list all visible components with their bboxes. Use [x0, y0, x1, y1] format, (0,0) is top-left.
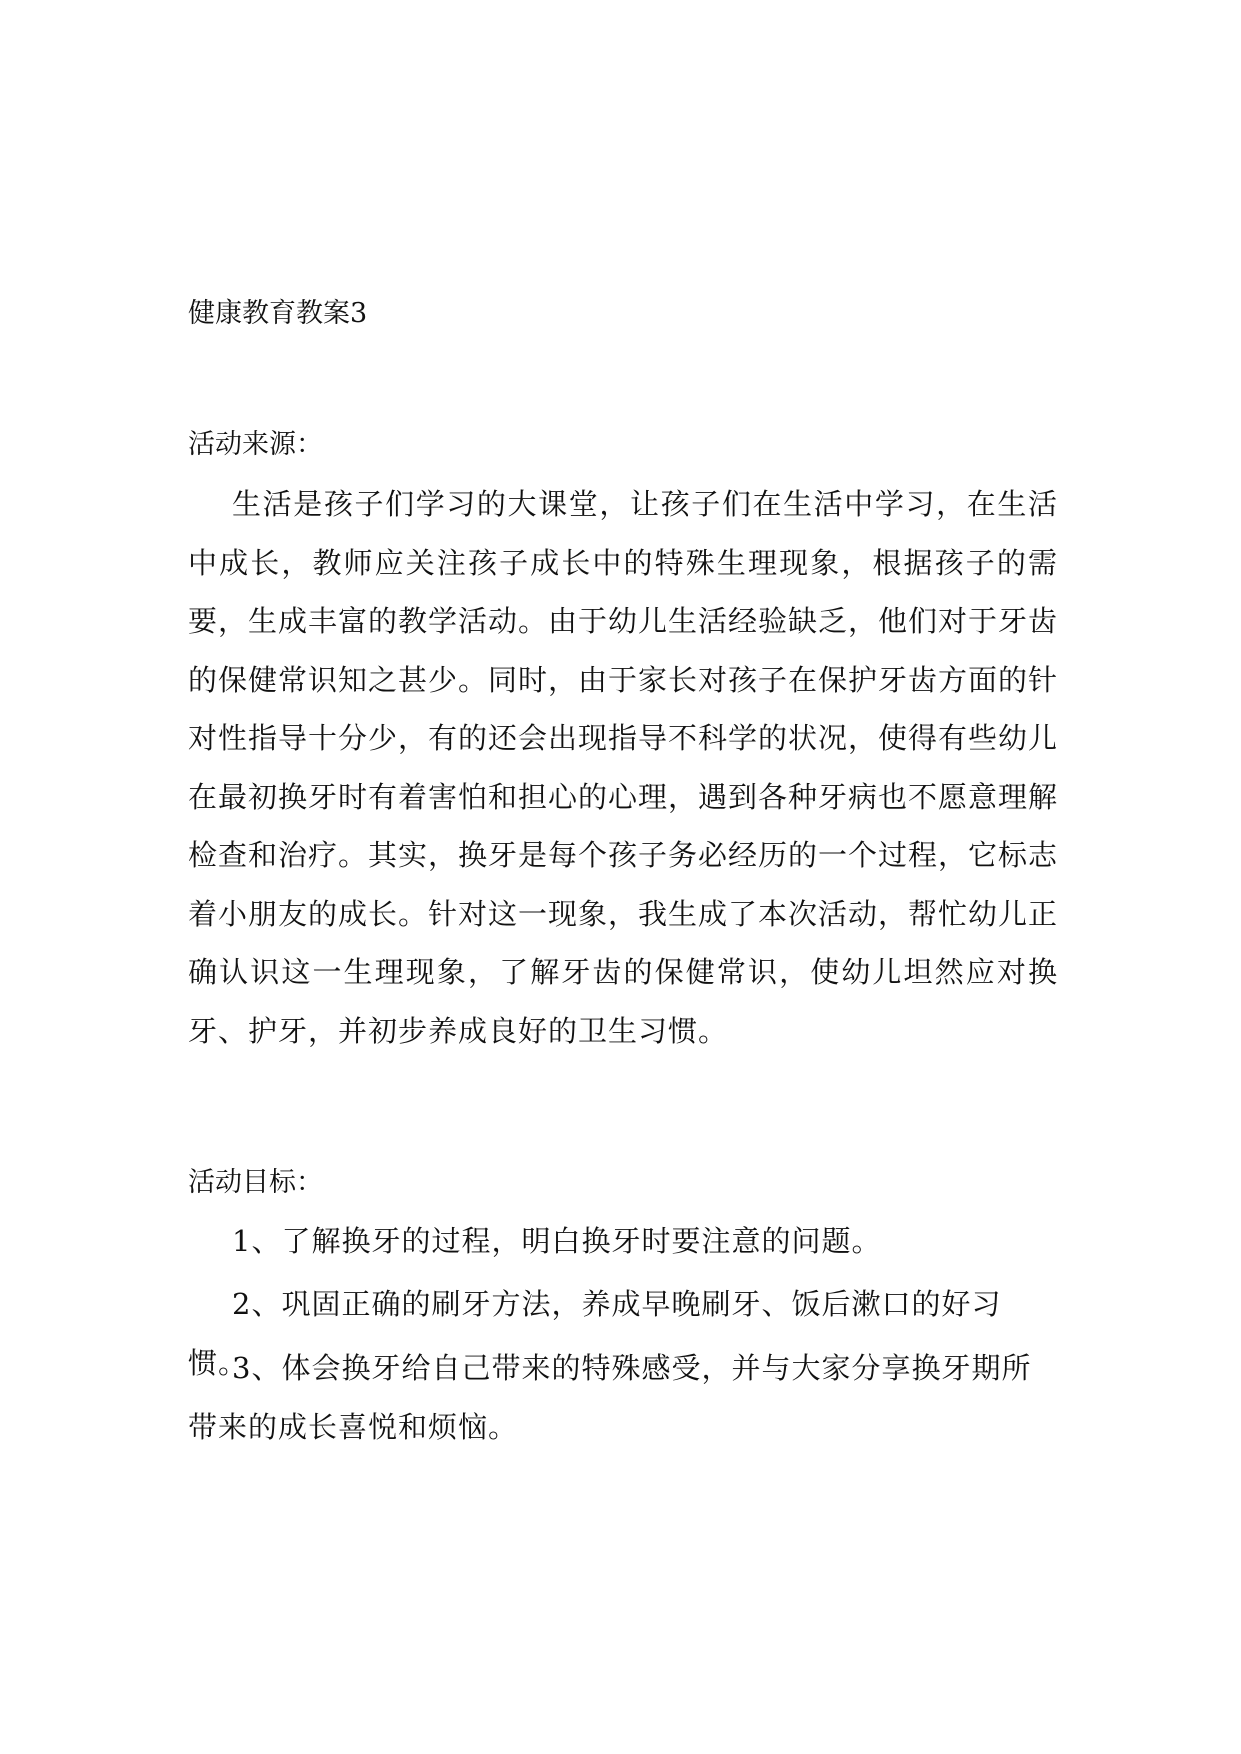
- goal-item-2: 2、巩固正确的刷牙方法，养成早晚刷牙、饭后漱口的好习惯。: [188, 1287, 1002, 1380]
- goal-item-3: 3、体会换牙给自己带来的特殊感受，并与大家分享换牙期所带来的成长喜悦和烦恼。: [188, 1351, 1032, 1444]
- goal-item-1: 1、了解换牙的过程，明白换牙时要注意的问题。: [232, 1224, 882, 1258]
- document-title: 健康教育教案3: [188, 298, 368, 329]
- section-heading-source: 活动来源：: [188, 429, 323, 460]
- source-paragraph: 生活是孩子们学习的大课堂，让孩子们在生活中学习，在生活中成长，教师应关注孩子成长中的特殊生理现象，根据孩子的需要，生成丰富的教学活动。由于幼儿生活经验缺乏，他们对于牙齿的保健常识知之甚少。同时，由于家长对孩子在保护牙齿方面的针对性指导十分少，有的还会出现指导不科学的状况，使得有些幼儿在最初换牙时有着害怕和担心的心理，遇到各种牙病也不愿意理解检查和治疗。其实，换牙是每个孩子务必经历的一个过程，它标志着小朋友的成长。针对这一现象，我生成了本次活动，帮忙幼儿正确认识这一生理现象，了解牙齿的保健常识，使幼儿坦然应对换牙、护牙，并初步养成良好的卫生习惯。: [188, 487, 1059, 1048]
- section-heading-goals: 活动目标：: [188, 1167, 323, 1198]
